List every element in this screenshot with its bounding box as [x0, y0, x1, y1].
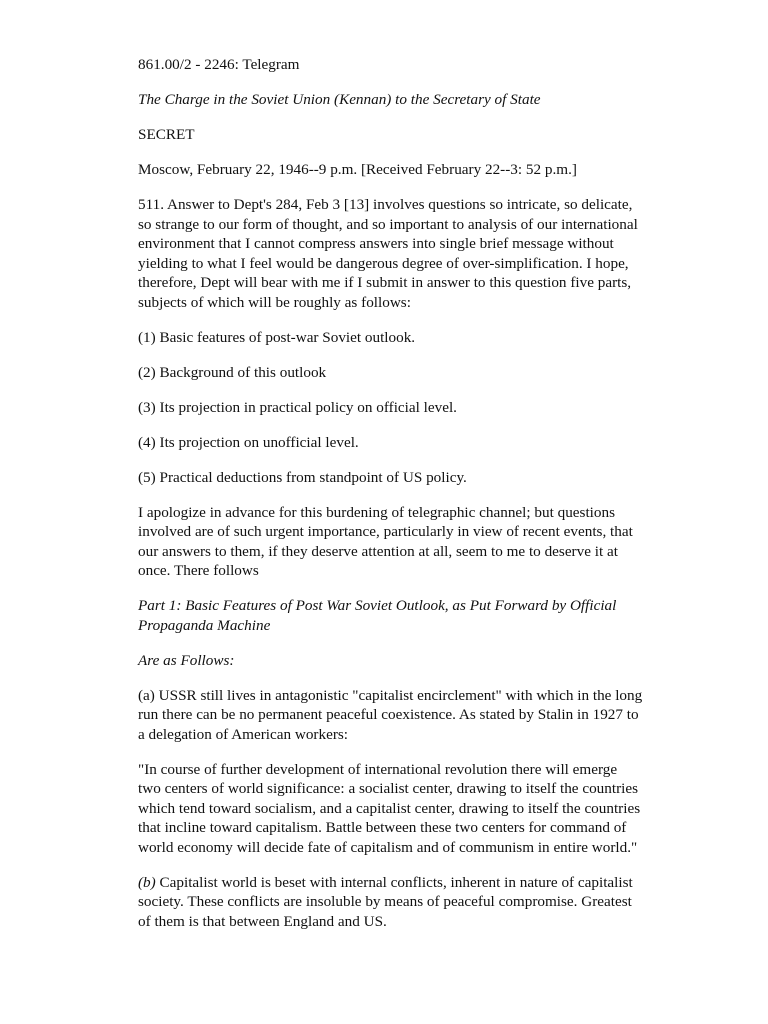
parts-list-item: (1) Basic features of post-war Soviet outlook.	[138, 328, 416, 346]
document-header: 861.00/2 - 2246: Telegram	[138, 56, 300, 73]
stalin-quote: "In course of further development of international revolution there will emerge two centers of world significance: a socialist center, drawing to itself the countries which tend toward socialism, and a capitalist center, drawing to itself the countries that incline toward capitalism. Battle between these two centers for command of world economy will decide fate of capitalism and of communism in entire world."	[138, 760, 641, 856]
point-b-paragraph	[138, 873, 643, 932]
document-subtitle: The Charge in the Soviet Union (Kennan) to the Secretary of State	[138, 91, 541, 108]
are-as-follows-heading: Are as Follows:	[138, 651, 235, 669]
document-page	[138, 55, 643, 947]
parts-list-item: (4) Its projection on unofficial level.	[138, 433, 359, 451]
part1-heading: Part 1: Basic Features of Post War Soviet Outlook, as Put Forward by Official Propaganda Machine	[138, 597, 617, 634]
parts-list-item: (5) Practical deductions from standpoint of US policy.	[138, 468, 467, 486]
point-b-text: Capitalist world is beset with internal conflicts, inherent in nature of capitalist society. These conflicts are insoluble by means of peaceful compromise. Greatest of them is that between England and US.	[138, 873, 633, 930]
apology-paragraph: I apologize in advance for this burdening of telegraphic channel; but questions involved are of such urgent importance, particularly in view of recent events, that our answers to them, if they deserve attention at all, seem to me to deserve it at once. There follows	[138, 503, 633, 579]
dateline: Moscow, February 22, 1946--9 p.m. [Received February 22--3: 52 p.m.]	[138, 161, 577, 178]
classification-label: SECRET	[138, 126, 195, 143]
intro-paragraph: 511. Answer to Dept's 284, Feb 3 [13] involves questions so intricate, so delicate, so strange to our form of thought, and so important to analysis of our international environment that I cannot compress answers into single brief message without yielding to what I feel would be dangerous degree of over-simplification. I hope, therefore, Dept will bear with me if I submit in answer to this question five parts, subjects of which will be roughly as follows:	[138, 196, 638, 311]
point-b-label: (b)	[138, 873, 156, 891]
point-a-paragraph: (a) USSR still lives in antagonistic "capitalist encirclement" with which in the long run there can be no permanent peaceful coexistence. As stated by Stalin in 1927 to a delegation of American workers:	[138, 686, 643, 743]
parts-list-item: (3) Its projection in practical policy on official level.	[138, 398, 457, 416]
parts-list-item: (2) Background of this outlook	[138, 363, 327, 381]
